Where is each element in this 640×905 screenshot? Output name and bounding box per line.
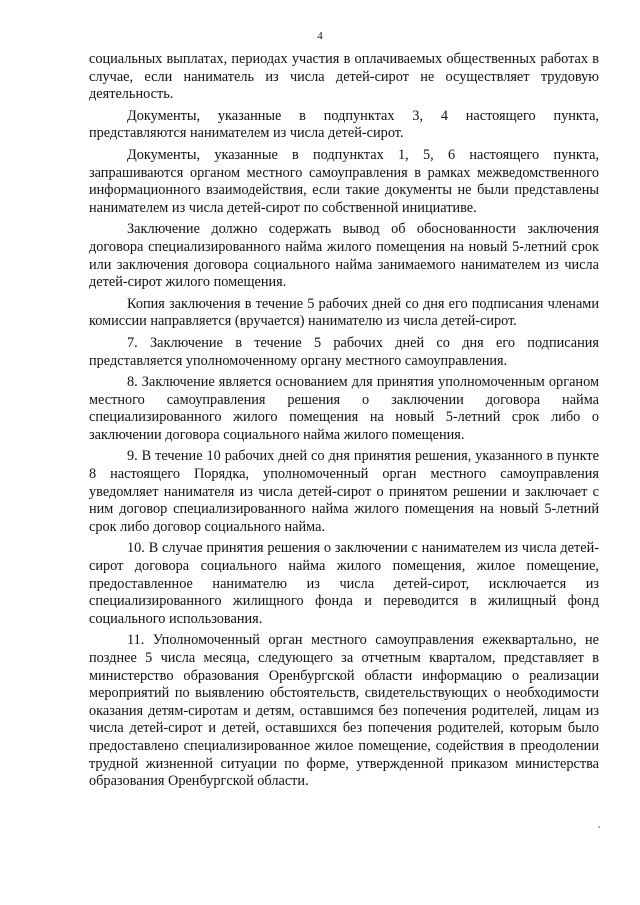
paragraph-conclusion-content: Заключение должно содержать вывод об обоснованности заключения договора специализированного найма жилого помещения на новый 5-летний срок или заключения договора социального найма занимаемого нанимателем из числа детей-сирот жилого помещения.	[89, 221, 599, 291]
paragraph-item-9: 9. В течение 10 рабочих дней со дня принятия решения, указанного в пункте 8 настоящего Порядка, уполномоченный орган местного самоуправления уведомляет нанимателя из числа детей-сирот о принятом решении и заключает с ним договор специализированного найма жилого помещения на новый 5-летний срок либо договор социального найма.	[89, 448, 599, 535]
document-body	[89, 51, 599, 795]
page-number: 4	[317, 30, 323, 42]
paragraph-item-11: 11. Уполномоченный орган местного самоуправления ежеквартально, не позднее 5 числа месяца, следующего за отчетным кварталом, представляет в министерство образования Оренбургской области информацию о реализации мероприятий по выявлению обстоятельств, свидетельствующих о необходимости оказания детям-сиротам и детям, оставшимся без попечения родителей, лицам из числа детей-сирот и детей, оставшихся без попечения родителей, которым было предоставлено специализированное жилое помещение, содействия в преодолении трудной жизненной ситуации по форме, утвержденной приказом министерства образования Оренбургской области.	[89, 632, 599, 790]
paragraph-item-7: 7. Заключение в течение 5 рабочих дней со дня его подписания представляется уполномоченному органу местного самоуправления.	[89, 334, 599, 369]
scan-dot	[598, 826, 600, 828]
paragraph-documents-3-4: Документы, указанные в подпунктах 3, 4 настоящего пункта, представляются нанимателем из числа детей-сирот.	[89, 107, 599, 142]
paragraph-conclusion-copy: Копия заключения в течение 5 рабочих дней со дня его подписания членами комиссии направляется (вручается) нанимателю из числа детей-сирот.	[89, 295, 599, 330]
paragraph-continuation: социальных выплатах, периодах участия в оплачиваемых общественных работах в случае, если наниматель из числа детей-сирот не осуществляет трудовую деятельность.	[89, 51, 599, 103]
paragraph-documents-1-5-6: Документы, указанные в подпунктах 1, 5, 6 настоящего пункта, запрашиваются органом местного самоуправления в рамках межведомственного информационного взаимодействия, если такие документы не были представлены нанимателем из числа детей-сирот по собственной инициативе.	[89, 146, 599, 216]
paragraph-item-8: 8. Заключение является основанием для принятия уполномоченным органом местного самоуправления решения о заключении договора найма специализированного жилого помещения на новый 5-летний срок либо о заключении договора социального найма жилого помещения.	[89, 374, 599, 443]
paragraph-item-10: 10. В случае принятия решения о заключении с нанимателем из числа детей-сирот договора социального найма жилого помещения, жилое помещение, предоставленное нанимателю из числа детей-сирот, исключается из специализированного жилищного фонда и переводится в жилищный фонд социального использования.	[89, 540, 599, 627]
